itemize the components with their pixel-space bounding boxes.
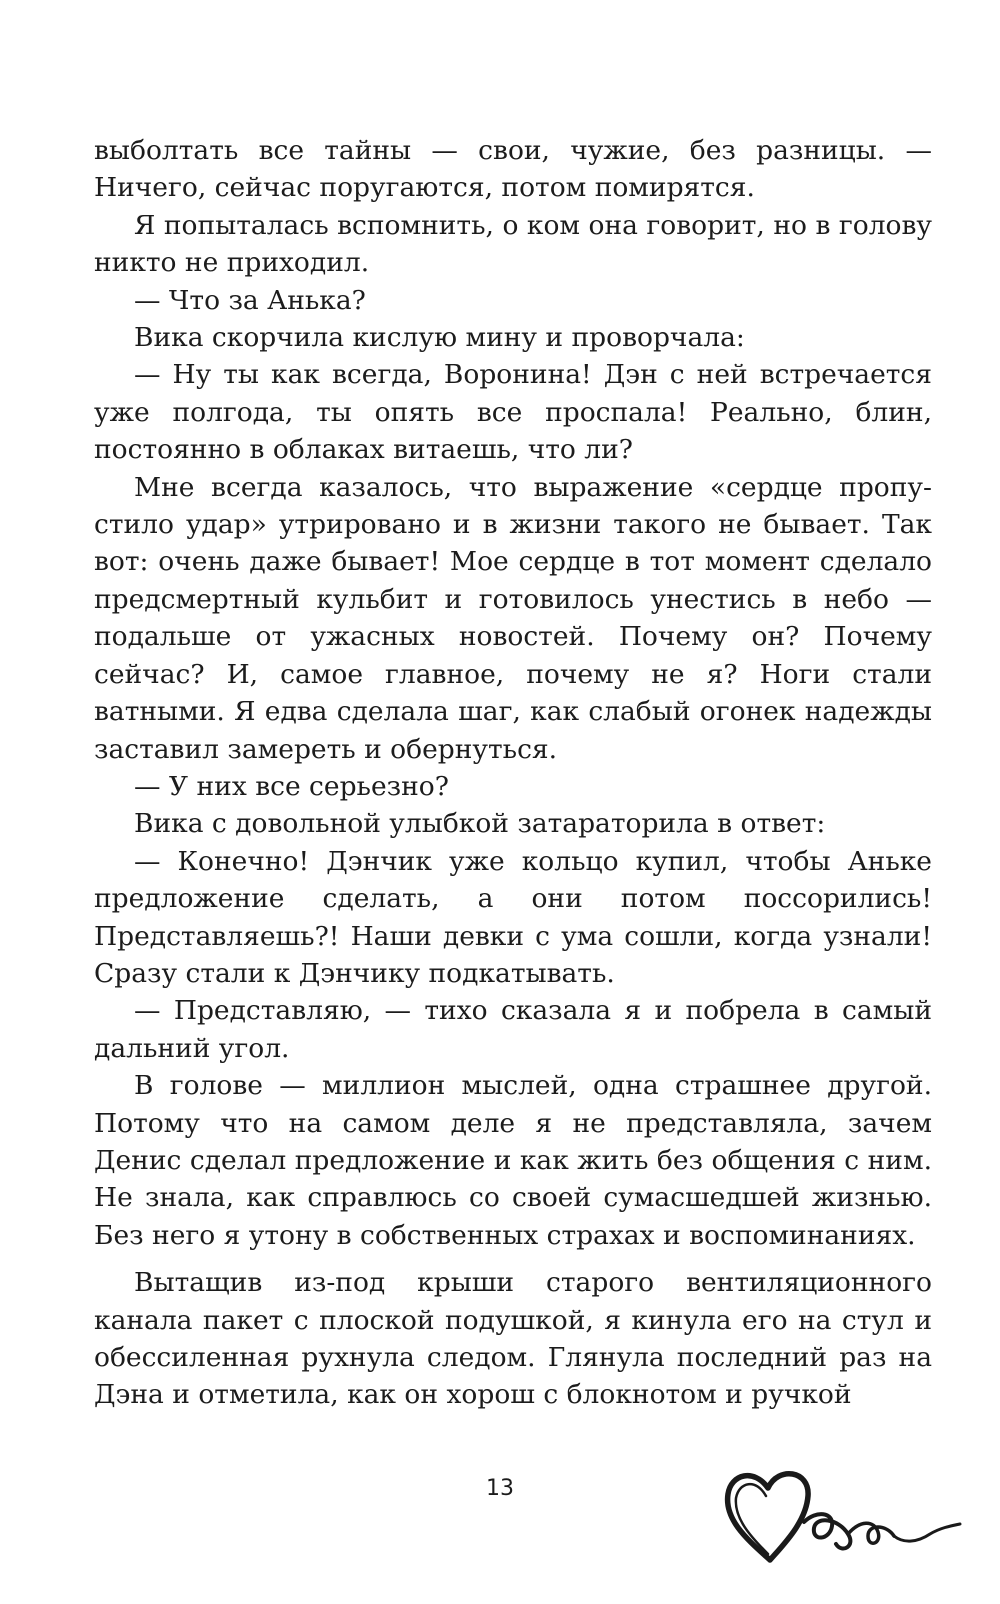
paragraph-12: Вытащив из-под крыши старого вентиляционного канала пакет с плоской подушкой, я кинула его на стул и обессиленная рухнула следом. Глянула последний раз на Дэна и отметила, как он хорош с блокнотом и ручкой (94, 1267, 932, 1411)
paragraph-11: В голове — миллион мыслей, одна страшнее другой. Потому что на самом деле я не представляла, зачем Денис сделал предложение и как жить без общения с ним. Не знала, как справлюсь со своей сумасшедшей жизнью. Без него я утону в собственных страхах и воспоминаниях. (94, 1070, 932, 1251)
paragraph-3: — Что за Анька? (134, 284, 366, 316)
paragraph-2: Я попыталась вспомнить, о ком она говорит, но в голову никто не приходил. (94, 209, 932, 279)
paragraph-9: — Конечно! Дэнчик уже кольцо купил, чтобы Аньке предложение сделать, а они потом поссорились! Представляешь?! Наши девки с ума сошли, когда узнали! Сразу стали к Дэнчику подкатывать. (94, 845, 932, 989)
paragraph-1: выболтать все тайны — свои, чужие, без разницы. — Ничего, сейчас поругаются, потом помирятся. (94, 135, 932, 204)
paragraph-5: — Ну ты как всегда, Воронина! Дэн с ней встречается уже полгода, ты опять все проспала! Реально, блин, постоянно в облаках витаешь, что ли? (94, 359, 932, 466)
paragraph-10: — Представляю, — тихо сказала я и побрела в самый дальний угол. (94, 995, 932, 1064)
paragraph-4: Вика скорчила кислую мину и проворчала: (134, 322, 745, 354)
page-body (94, 132, 932, 1414)
page-number: 13 (486, 1476, 514, 1501)
paragraph-6: Мне всегда казалось, что выражение «сердце пропустило удар» утрировано и в жизни такого не бывает. Так вот: очень даже бывает! Мое сердце в тот момент сделало предсмертный кульбит и готовилось унестись в небо — подальше от ужасных новостей. Почему он? Почему сейчас? И, самое главное, почему не я? Ноги стали ватными. Я едва сделала шаг, как слабый огонек надежды заставил замереть и обернуться. (94, 471, 932, 765)
heart-scribble-icon (718, 1452, 968, 1582)
paragraph-7: — У них все серьезно? (134, 770, 449, 802)
paragraph-8: Вика с довольной улыбкой затараторила в ответ: (134, 808, 826, 840)
